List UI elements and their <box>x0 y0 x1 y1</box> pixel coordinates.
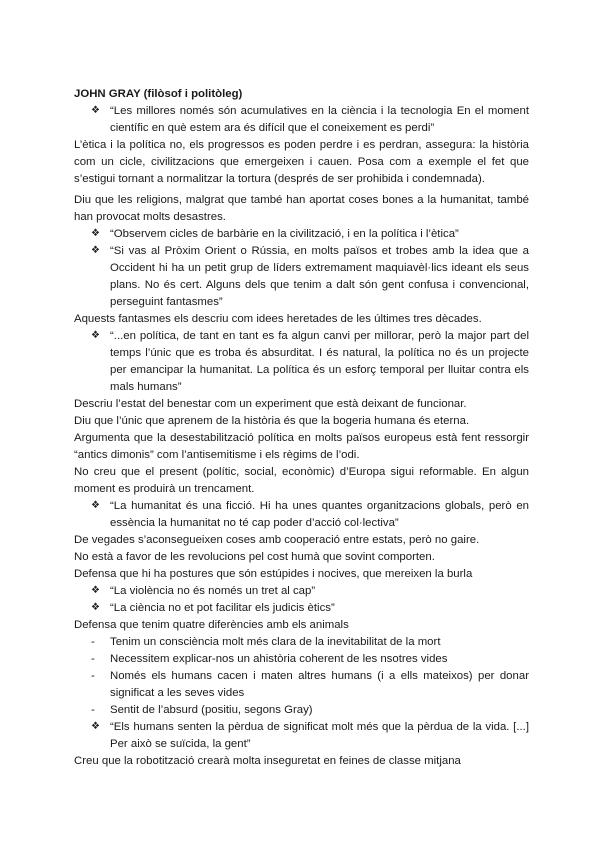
quote-bullet <box>91 600 529 617</box>
quote-text: “Els humans senten la pèrdua de significat molt més que la pèrdua de la vida. [...] Per això se suïcida, la gent” <box>110 721 529 750</box>
paragraph <box>74 413 529 430</box>
paragraph <box>74 137 529 188</box>
paragraph-text: Defensa que tenim quatre diferències amb els animals <box>74 619 349 631</box>
diamond-bullet-icon: ❖ <box>91 105 100 116</box>
paragraph <box>74 549 529 566</box>
quote-bullet <box>91 583 529 600</box>
dash-bullet: - <box>91 670 95 682</box>
dash-bullet: - <box>91 653 95 665</box>
diamond-bullet-icon: ❖ <box>91 330 100 341</box>
quote-bullet <box>91 226 529 243</box>
paragraph <box>74 192 529 226</box>
dash-list-item <box>91 702 529 719</box>
paragraph-text: No està a favor de les revolucions pel cost humà que sovint comporten. <box>74 551 435 563</box>
quote-text: “La violència no és només un tret al cap” <box>110 585 316 597</box>
dash-bullet: - <box>91 704 95 716</box>
dash-list-item <box>91 651 529 668</box>
paragraph <box>74 396 529 413</box>
paragraph <box>74 566 529 583</box>
diamond-bullet-icon: ❖ <box>91 721 100 732</box>
diamond-bullet-icon: ❖ <box>91 585 100 596</box>
paragraph <box>74 753 529 770</box>
quote-bullet <box>91 719 529 753</box>
paragraph-text: Argumenta que la desestabilització política en molts països europeus està fent ressorgir “antics dimonis” com l’antisemitisme i els règims de l’odi. <box>74 432 529 461</box>
paragraph-text: No creu que el present (polític, social, econòmic) d’Europa sigui reformable. En algun moment es produirà un trencament. <box>74 466 529 495</box>
paragraph <box>74 430 529 464</box>
diamond-bullet-icon: ❖ <box>91 500 100 511</box>
quote-text: “Observem cicles de barbàrie en la civilització, i en la política i l’ètica” <box>110 228 459 240</box>
paragraph <box>74 532 529 549</box>
quote-bullet <box>91 103 529 137</box>
paragraph <box>74 464 529 498</box>
list-item-text: Només els humans cacen i maten altres humans (i a ells mateixos) per donar significat a les seves vides <box>110 670 529 699</box>
paragraph-text: Diu que l’únic que aprenem de la història és que la bogeria humana és eterna. <box>74 415 470 427</box>
paragraph <box>74 617 529 634</box>
list-item-text: Necessitem explicar-nos un ahistòria coherent de les nsotres vides <box>110 653 448 665</box>
paragraph <box>74 311 529 328</box>
quote-text: “...en política, de tant en tant es fa algun canvi per millorar, però la major part del temps l’únic que es troba és absurditat. I és natural, la política no és un projecte per emancipar la humanitat. La política és un esforç temporal per lluitar contra els mals humans” <box>110 330 529 393</box>
paragraph-text: Defensa que hi ha postures que són estúpides i nocives, que mereixen la burla <box>74 568 473 580</box>
quote-bullet <box>91 243 529 311</box>
quote-text: “La ciència no et pot facilitar els judicis ètics” <box>110 602 335 614</box>
dash-list-item <box>91 668 529 702</box>
quote-text: “Les millores només són acumulatives en la ciència i la tecnologia En el moment científic en què estem ara és difícil que el coneixement es perdi” <box>110 105 529 134</box>
diamond-bullet-icon: ❖ <box>91 228 100 239</box>
paragraph-text: Creu que la robotització crearà molta inseguretat en feines de classe mitjana <box>74 755 461 767</box>
paragraph-text: De vegades s’aconsegueixen coses amb cooperació entre estats, però no gaire. <box>74 534 480 546</box>
quote-bullet <box>91 498 529 532</box>
paragraph-text: Aquests fantasmes els descriu com idees heretades de les últimes tres dècades. <box>74 313 482 325</box>
page-title: JOHN GRAY (filòsof i politòleg) <box>74 88 243 100</box>
dash-list-item <box>91 634 529 651</box>
quote-bullet <box>91 328 529 396</box>
paragraph-text: L’ètica i la política no, els progressos es poden perdre i es perdran, assegura: la història com un cicle, civilitzacions que emergeixen i cauen. Posa com a exemple el fet que s’estigui tornant a normalitzar la tortura (després de ser prohibida i condemnada). <box>74 139 529 185</box>
paragraph-text: Diu que les religions, malgrat que també han aportat coses bones a la humanitat, també han provocat molts desastres. <box>74 194 529 223</box>
quote-text: “Si vas al Pròxim Orient o Rússia, en molts països et trobes amb la idea que a Occident hi ha un petit grup de líders extremament maquiavèl·lics ideant els seus plans. No és cert. Alguns dels que tenim a dalt són gent confusa i convencional, perseguint fantasmes” <box>110 245 529 308</box>
list-item-text: Sentit de l’absurd (positiu, segons Gray) <box>110 704 313 716</box>
dash-bullet: - <box>91 636 95 648</box>
diamond-bullet-icon: ❖ <box>91 602 100 613</box>
quote-text: “La humanitat és una ficció. Hi ha unes quantes organitzacions globals, però en essència la humanitat no té cap poder d’acció col·lectiva” <box>110 500 529 529</box>
list-item-text: Tenim un consciència molt més clara de la inevitabilitat de la mort <box>110 636 441 648</box>
paragraph-text: Descriu l’estat del benestar com un experiment que està deixant de funcionar. <box>74 398 467 410</box>
diamond-bullet-icon: ❖ <box>91 245 100 256</box>
